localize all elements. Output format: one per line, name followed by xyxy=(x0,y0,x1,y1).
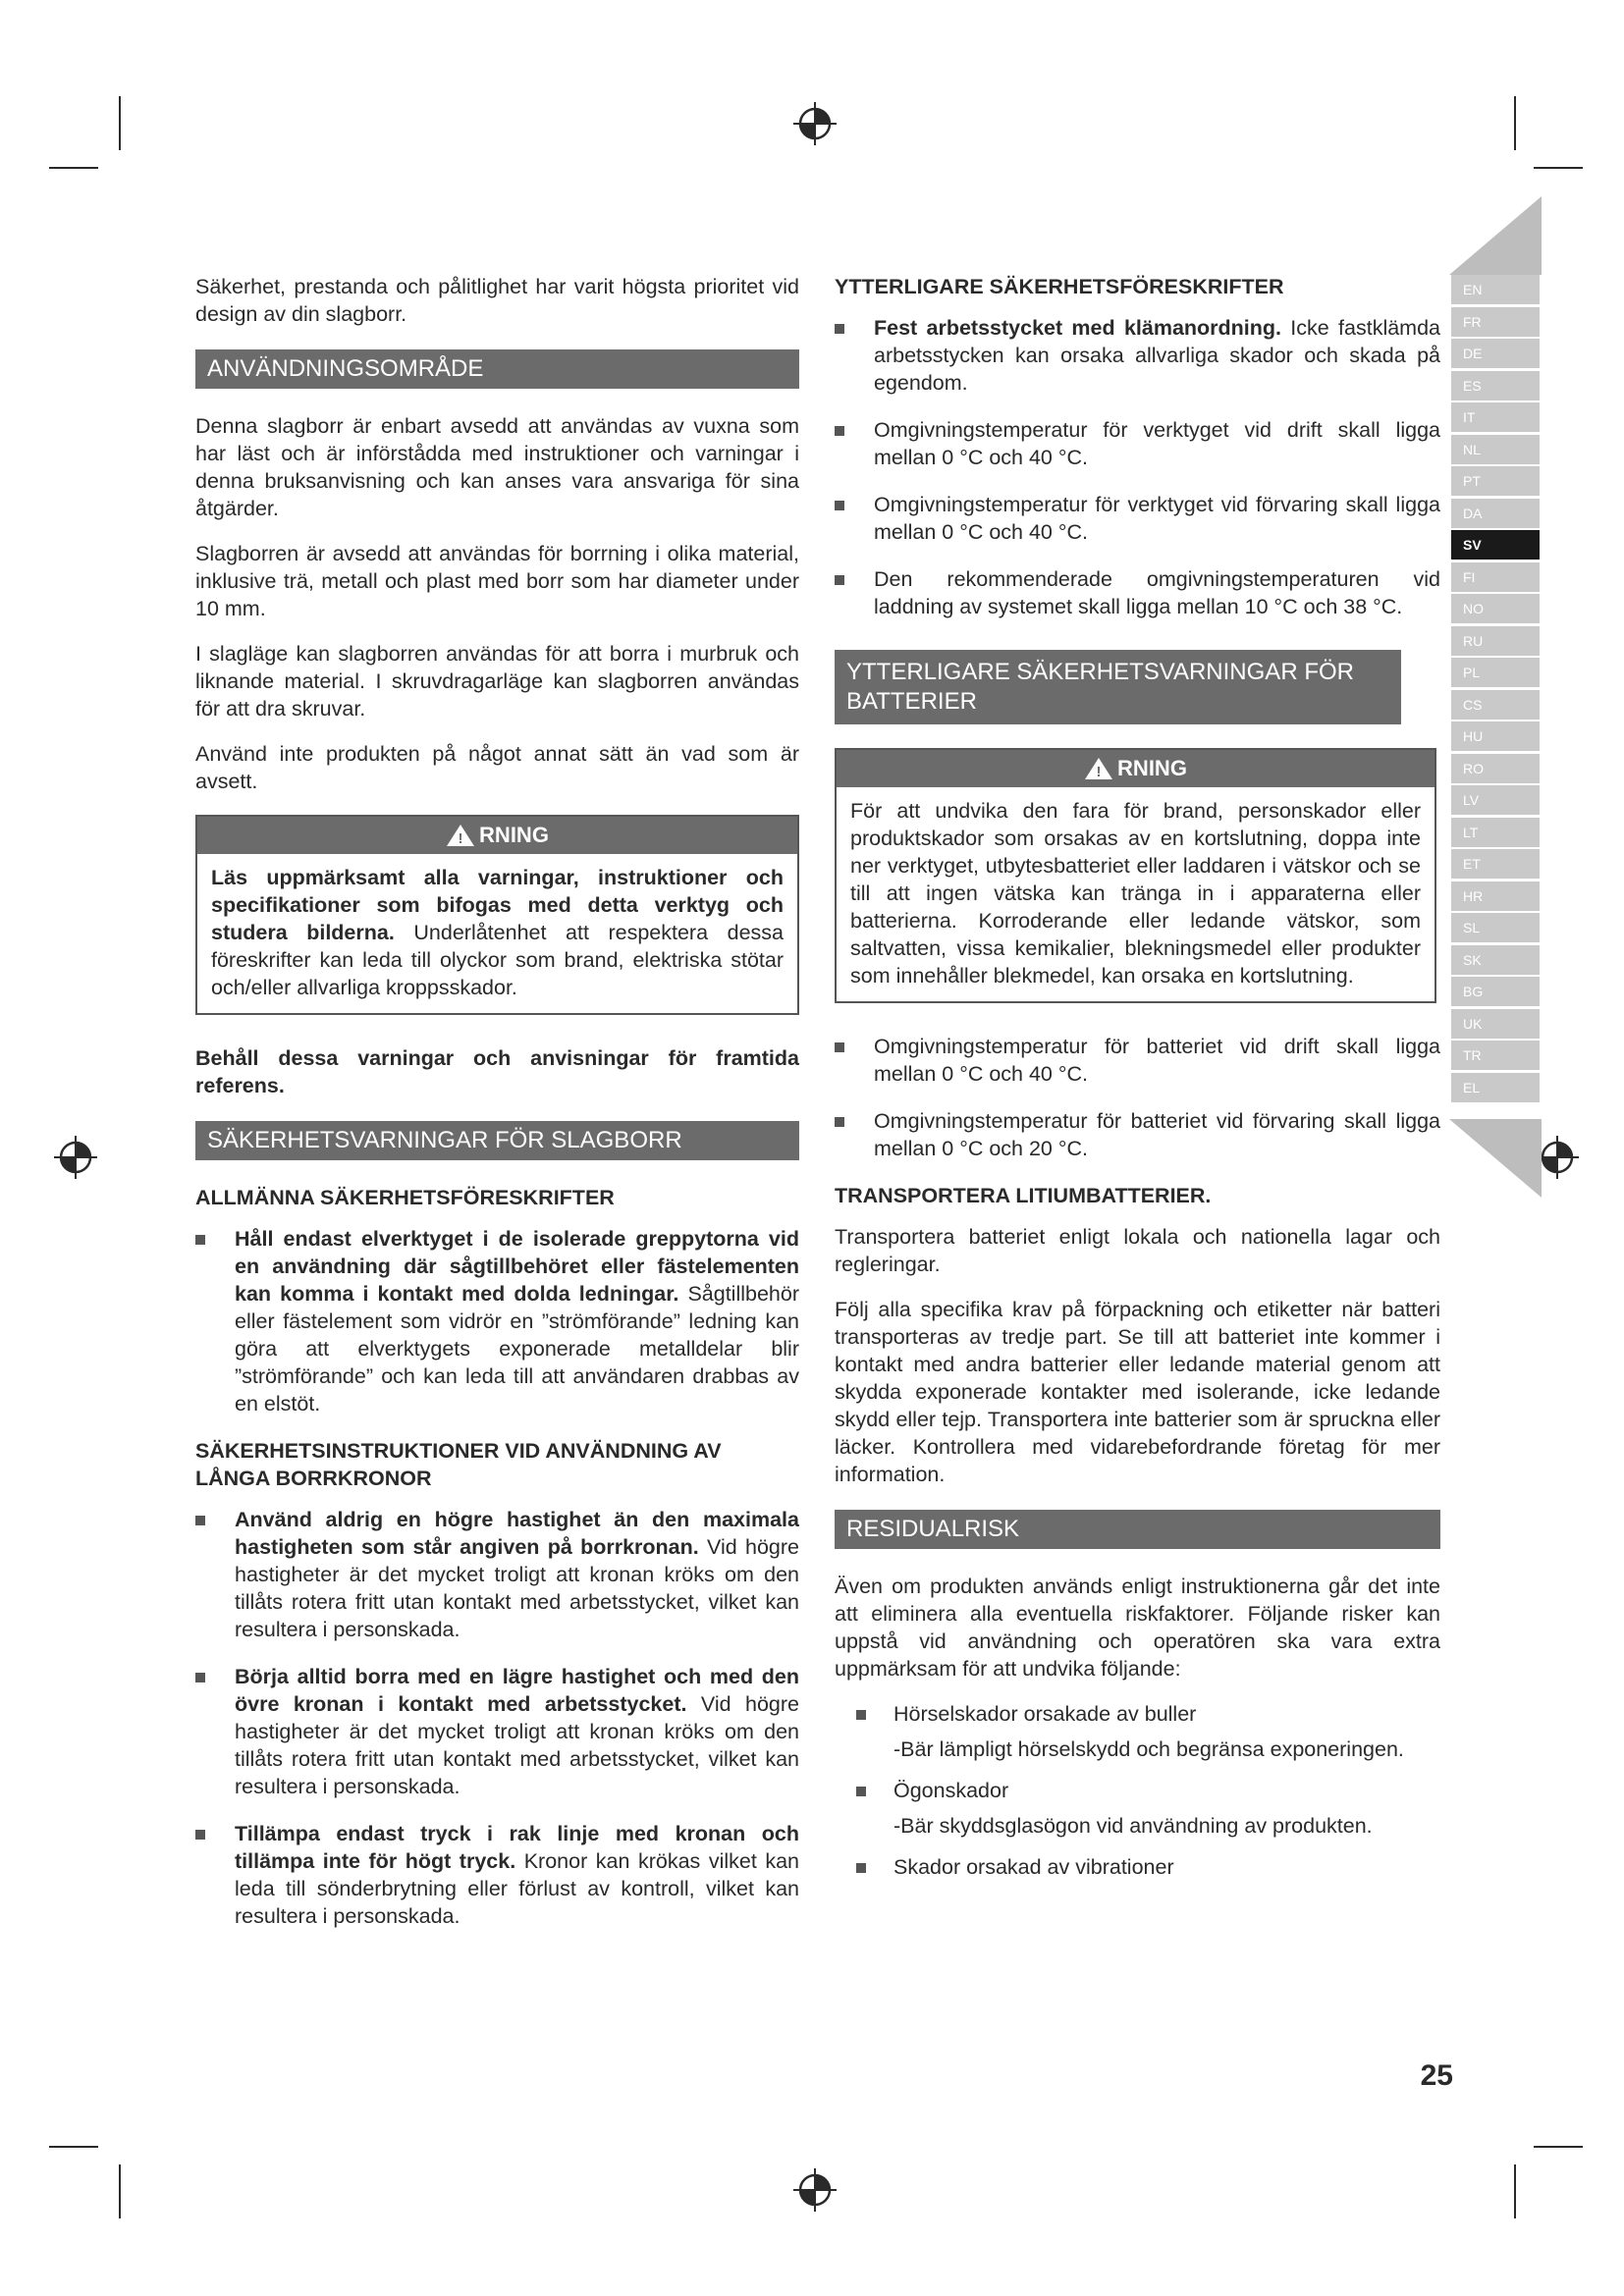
residual-risk-sub-1: -Bär lämpligt hörselskydd och begränsa exponeringen. xyxy=(893,1737,1404,1761)
residual-risk-list-2 xyxy=(835,1777,1440,1804)
warning-title-text: RNING xyxy=(479,823,549,847)
lang-item-et[interactable]: ET xyxy=(1451,849,1540,879)
list-item xyxy=(835,1107,1440,1162)
lang-item-sv[interactable]: SV xyxy=(1451,530,1540,560)
list-item-text: Kronor kan krökas vilket kan leda till sönderbrytning eller förlust av kontroll, vilket kan resultera i personskada. xyxy=(235,1849,800,1928)
square-bullet-icon xyxy=(195,1516,205,1525)
square-bullet-icon xyxy=(856,1710,866,1720)
warning-box-battery-body: För att undvika den fara för brand, personskador eller produktskador som orsakas av en kortslutning, doppa inte ner verktyget, utbytesbatteriet eller laddaren i vätskor och se till att ingen vätska kan tränga in i apparaterna eller batterierna. Korroderande eller ledande vätskor, som saltvatten, vissa kemikalier, blekningsmedel eller produkter som innehåller blekmedel, kan orsaka en kortslutning. xyxy=(850,799,1421,988)
square-bullet-icon xyxy=(195,1673,205,1682)
residual-risk-paragraph: Även om produkten används enligt instruktionerna går det inte att eliminera alla eventuella riskfaktorer. Följande risker kan uppstå vid användning och operatören ska vara extra uppmärksam för att undvika följande: xyxy=(835,1575,1440,1681)
page-number: 25 xyxy=(1420,2059,1453,2092)
crop-mark-top-left-v xyxy=(119,96,121,150)
lang-item-de[interactable]: DE xyxy=(1451,339,1540,368)
transport-paragraph-2: Följ alla specifika krav på förpackning och etiketter när batteri transporteras av tredje part. Se till att batteriet inte kommer i kontakt med andra batterier eller ledande material genom att skydda exponerade kontakter med isolerande, icke ledande skydd eller tejp. Transportera inte batterier som är spruckna eller läcker. Kontrollera med vidarebefordrande företag för mer information. xyxy=(835,1298,1440,1486)
usage-paragraph-1: Denna slagborr är enbart avsedd att användas av vuxna som har läst och är införstådda med instruktioner och varningar i denna bruksanvisning och kan anses vara ansvariga för sina åtgärder. xyxy=(195,414,799,520)
lang-item-pl[interactable]: PL xyxy=(1451,658,1540,687)
section-title-residualrisk: RESIDUALRISK xyxy=(835,1510,1440,1549)
list-item-text: Omgivningstemperatur för verktyget vid förvaring skall ligga mellan 0 °C och 40 °C. xyxy=(874,493,1440,544)
list-item xyxy=(835,1700,1440,1728)
usage-paragraph-4: Använd inte produkten på något annat sätt än vad som är avsett. xyxy=(195,742,799,793)
lang-item-hu[interactable]: HU xyxy=(1451,721,1540,751)
section-title-anvandningsomrade: ANVÄNDNINGSOMRÅDE xyxy=(195,349,799,389)
lang-item-bg[interactable]: BG xyxy=(1451,977,1540,1006)
list-item xyxy=(195,1225,799,1417)
subheading-transport: TRANSPORTERA LITIUMBATTERIER. xyxy=(835,1184,1212,1207)
registration-mark-bottom-icon xyxy=(793,2168,837,2212)
list-item-text: Omgivningstemperatur för verktyget vid drift skall ligga mellan 0 °C och 40 °C. xyxy=(874,418,1440,469)
lang-item-ro[interactable]: RO xyxy=(1451,754,1540,783)
lang-item-pt[interactable]: PT xyxy=(1451,466,1540,496)
residual-risk-sub-2: -Bär skyddsglasögon vid användning av produkten. xyxy=(893,1814,1373,1838)
list-item xyxy=(835,1853,1440,1881)
list-item-text: Vid högre hastigheter är det mycket troligt att kronan kröks om den tillåts rotera fritt utan kontakt med arbetsstycket, vilket kan resultera i personskada. xyxy=(235,1692,799,1798)
list-item xyxy=(835,314,1440,397)
lang-item-hr[interactable]: HR xyxy=(1451,881,1540,911)
list-item xyxy=(835,491,1440,546)
residual-risk-list xyxy=(835,1700,1440,1728)
list-item xyxy=(195,1506,799,1643)
battery-temperature-list xyxy=(835,1033,1440,1162)
square-bullet-icon xyxy=(835,575,844,585)
list-item xyxy=(195,1663,799,1800)
left-column xyxy=(195,273,799,1949)
warning-box-battery-title xyxy=(837,750,1435,787)
language-tab-top-triangle xyxy=(1449,196,1542,275)
lang-item-es[interactable]: ES xyxy=(1451,371,1540,400)
list-item-bold: Använd aldrig en högre hastighet än den maximala hastigheten som står angiven på borrkronan. xyxy=(235,1508,799,1559)
additional-safety-list xyxy=(835,314,1440,620)
list-item xyxy=(835,565,1440,620)
square-bullet-icon xyxy=(856,1863,866,1873)
crop-mark-bottom-left-h xyxy=(49,2146,98,2148)
square-bullet-icon xyxy=(195,1235,205,1245)
list-item xyxy=(835,416,1440,471)
lang-item-no[interactable]: NO xyxy=(1451,594,1540,623)
crop-mark-bottom-right-v xyxy=(1514,2164,1516,2218)
lang-item-lv[interactable]: LV xyxy=(1451,785,1540,815)
lang-item-nl[interactable]: NL xyxy=(1451,435,1540,464)
svg-text:!: ! xyxy=(1096,764,1102,780)
lang-item-en[interactable]: EN xyxy=(1451,275,1540,304)
list-item-bold: Håll endast elverktyget i de isolerade greppytorna vid en användning där sågtillbehöret eller fästelementen kan komma i kontakt med dolda ledningar. xyxy=(235,1227,799,1306)
lang-item-sl[interactable]: SL xyxy=(1451,913,1540,942)
warning-box-battery xyxy=(835,748,1436,1003)
list-item xyxy=(195,1820,799,1930)
lang-item-sk[interactable]: SK xyxy=(1451,945,1540,975)
lang-item-tr[interactable]: TR xyxy=(1451,1041,1540,1070)
crop-mark-top-right-v xyxy=(1514,96,1516,150)
warning-general-text: Underlåtenhet att respektera dessa föreskrifter kan leda till olyckor som brand, elektriska stötar och/eller allvarliga kroppsskador. xyxy=(211,921,784,999)
list-item-bold: Fest arbetsstycket med klämanordning. xyxy=(874,316,1282,340)
crop-mark-bottom-right-h xyxy=(1534,2146,1583,2148)
lang-item-ru[interactable]: RU xyxy=(1451,626,1540,656)
lang-item-da[interactable]: DA xyxy=(1451,499,1540,528)
warning-triangle-icon xyxy=(1084,757,1113,780)
list-item xyxy=(835,1777,1440,1804)
usage-paragraph-2: Slagborren är avsedd att användas för borrning i olika material, inklusive trä, metall och plast med borr som har diameter under 10 mm. xyxy=(195,542,799,620)
svg-text:!: ! xyxy=(458,830,463,847)
crop-mark-top-right-h xyxy=(1534,167,1583,169)
residual-risk-list-3 xyxy=(835,1853,1440,1881)
list-item xyxy=(835,1033,1440,1088)
list-item-text: Sågtillbehör eller fästelement som vidrör en ”strömförande” ledning kan göra att elverktygets exponerade metalldelar blir ”strömförande” och kan leda till att användaren drabbas av en elstöt. xyxy=(235,1282,799,1415)
lang-item-it[interactable]: IT xyxy=(1451,402,1540,432)
language-tab-bottom-triangle xyxy=(1449,1119,1542,1198)
usage-paragraph-3: I slagläge kan slagborren användas för att borra i murbruk och liknande material. I skruvdragarläge kan slagborren användas för att dra skruvar. xyxy=(195,642,799,721)
transport-paragraph-1: Transportera batteriet enligt lokala och nationella lagar och regleringar. xyxy=(835,1225,1440,1276)
keep-instructions-notice: Behåll dessa varningar och anvisningar för framtida referens. xyxy=(195,1046,799,1097)
square-bullet-icon xyxy=(835,1042,844,1052)
square-bullet-icon xyxy=(195,1830,205,1840)
lang-item-fr[interactable]: FR xyxy=(1451,307,1540,337)
subheading-long-drill-bits: SÄKERHETSINSTRUKTIONER VID ANVÄNDNING AV LÅNGA BORRKRONOR xyxy=(195,1439,722,1490)
square-bullet-icon xyxy=(835,501,844,510)
crop-mark-bottom-left-v xyxy=(119,2164,121,2218)
registration-mark-top-icon xyxy=(793,102,837,145)
warning-general-bold: Läs uppmärksamt alla varningar, instruktioner och specifikationer som bifogas med detta verktyg och studera bilderna. xyxy=(211,866,784,944)
language-tab xyxy=(1451,275,1540,1104)
list-item-text: Icke fastklämda arbetsstycken kan orsaka allvarliga skador och skada på egendom. xyxy=(874,316,1440,395)
lang-item-lt[interactable]: LT xyxy=(1451,818,1540,847)
list-item-text: Hörselskador orsakade av buller xyxy=(893,1702,1197,1726)
list-item-text: Omgivningstemperatur för batteriet vid förvaring skall ligga mellan 0 °C och 20 °C. xyxy=(874,1109,1440,1160)
warning-box-general-title xyxy=(197,817,797,854)
long-drill-bits-list xyxy=(195,1506,799,1930)
lang-item-cs[interactable]: CS xyxy=(1451,690,1540,720)
lang-item-fi[interactable]: FI xyxy=(1451,562,1540,592)
registration-mark-left-icon xyxy=(54,1136,97,1179)
list-item-text: Skador orsakad av vibrationer xyxy=(893,1855,1174,1879)
warning-title-text: RNING xyxy=(1117,756,1187,780)
square-bullet-icon xyxy=(835,324,844,334)
subheading-general-safety: ALLMÄNNA SÄKERHETSFÖRESKRIFTER xyxy=(195,1186,615,1209)
right-column xyxy=(835,273,1440,1900)
list-item-text: Den rekommenderade omgivningstemperaturen vid laddning av systemet skall ligga mellan 10 °C och 38 °C. xyxy=(874,567,1440,618)
list-item-text: Vid högre hastigheter är det mycket troligt att kronan kröks om den tillåts rotera fritt utan kontakt med arbetsstycket, vilket kan resultera i personskada. xyxy=(235,1535,799,1641)
square-bullet-icon xyxy=(835,426,844,436)
intro-paragraph: Säkerhet, prestanda och pålitlighet har varit högsta prioritet vid design av din slagborr. xyxy=(195,275,799,326)
subheading-additional-safety: YTTERLIGARE SÄKERHETSFÖRESKRIFTER xyxy=(835,275,1284,298)
section-title-sakerhetsvarningar: SÄKERHETSVARNINGAR FÖR SLAGBORR xyxy=(195,1121,799,1160)
list-item-text: Omgivningstemperatur för batteriet vid drift skall ligga mellan 0 °C och 40 °C. xyxy=(874,1035,1440,1086)
warning-box-general xyxy=(195,815,799,1015)
list-item-bold: Börja alltid borra med en lägre hastighet och med den övre kronan i kontakt med arbetsstycket. xyxy=(235,1665,799,1716)
list-item-text: Ögonskador xyxy=(893,1779,1009,1802)
lang-item-el[interactable]: EL xyxy=(1451,1073,1540,1102)
list-item-bold: Tillämpa endast tryck i rak linje med kronan och tillämpa inte för högt tryck. xyxy=(235,1822,799,1873)
general-safety-list xyxy=(195,1225,799,1417)
lang-item-uk[interactable]: UK xyxy=(1451,1009,1540,1039)
warning-triangle-icon xyxy=(446,824,475,847)
square-bullet-icon xyxy=(835,1117,844,1127)
warning-box-general-body xyxy=(197,854,797,1013)
registration-mark-right-icon xyxy=(1536,1136,1579,1179)
square-bullet-icon xyxy=(856,1787,866,1796)
crop-mark-top-left-h xyxy=(49,167,98,169)
section-title-battery-warnings: YTTERLIGARE SÄKERHETSVARNINGAR FÖR BATTERIER xyxy=(835,650,1401,724)
